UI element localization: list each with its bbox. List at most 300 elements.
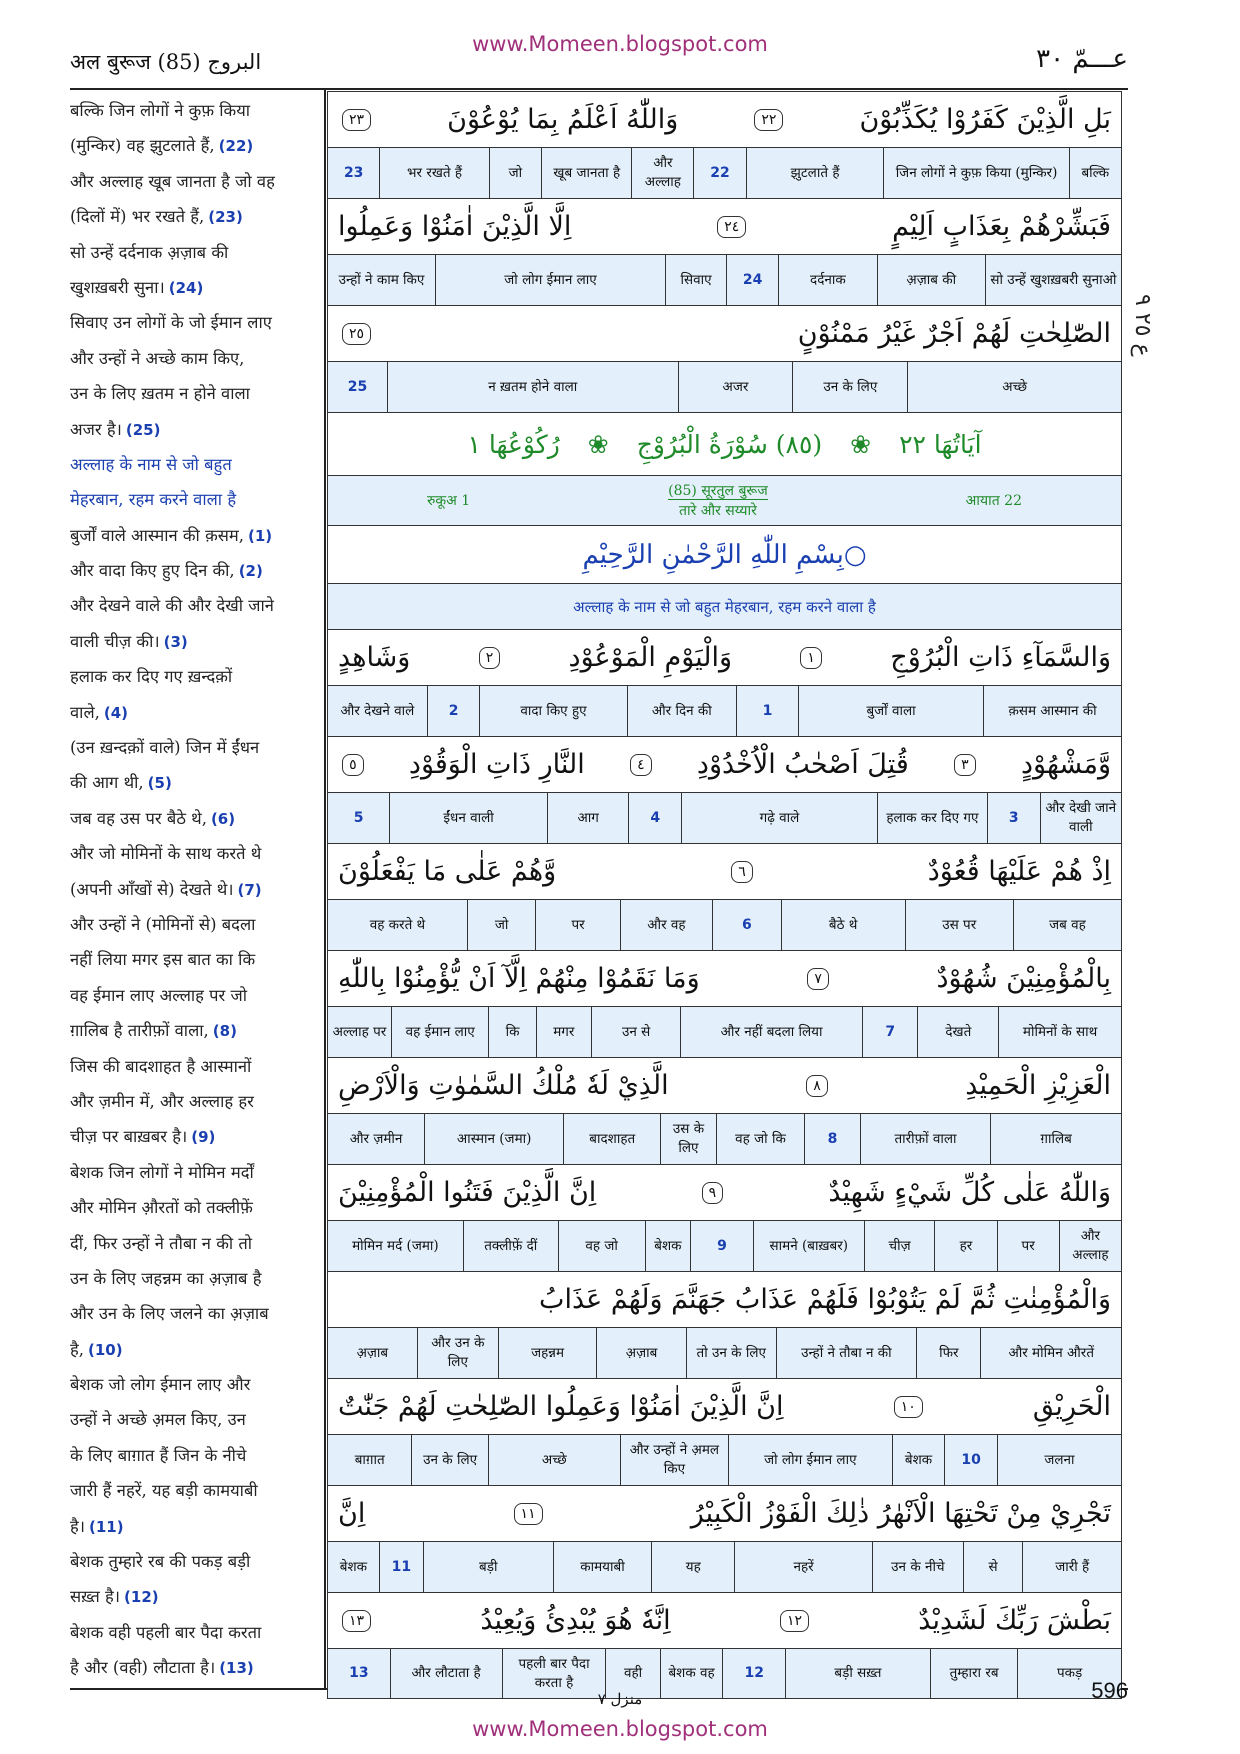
word-meaning-cell: और अल्लाह	[631, 148, 693, 198]
arabic-text: وَمَا نَقَمُوْا مِنْهُمْ اِلَّآ اَنْ يُّؤْمِنُوْا بِاللّٰهِ	[338, 963, 700, 994]
translation-text: सिवाए उन लोगों के जो ईमान लाए	[70, 313, 272, 333]
word-meaning-cell: बेशक वह	[660, 1649, 723, 1698]
header-url[interactable]: www.Momeen.blogspot.com	[472, 32, 768, 56]
surah-title-row	[327, 412, 1122, 475]
word-meaning-cell: बड़ी सख़्त	[785, 1649, 930, 1698]
word-meaning-row	[327, 899, 1122, 950]
verse-number-cell: 7	[862, 1007, 918, 1057]
arabic-verse-row	[327, 198, 1122, 254]
translation-line	[70, 730, 323, 765]
word-meaning-cell: सो उन्हें खुशख़बरी सुनाओ	[985, 255, 1121, 305]
word-meaning-row	[327, 147, 1122, 198]
arabic-text: وَاللّٰهُ عَلٰى كُلِّ شَيْءٍ شَهِيْدٌ	[828, 1177, 1111, 1208]
ayah-marker: ١٠	[894, 1396, 923, 1418]
translation-line	[70, 164, 323, 199]
word-meaning-cell: चीज़	[864, 1221, 934, 1271]
arabic-verse-row	[327, 1164, 1122, 1220]
arabic-text: وَالْمُؤْمِنٰتِ ثُمَّ لَمْ يَتُوْبُوْا فَلَهُمْ عَذَابُ جَهَنَّمَ وَلَهُمْ عَذَابُ	[539, 1284, 1111, 1315]
word-meaning-cell: मोमिनों के साथ	[998, 1007, 1121, 1057]
verse-number: (6)	[210, 809, 236, 828]
word-meaning-cell: तारीफ़ों वाला	[860, 1114, 991, 1164]
translation-text: है और (वही) लौटाता है।	[70, 1658, 216, 1678]
bismillah-translation-row: अल्लाह के नाम से जो बहुत मेहरबान, रहम करने वाला है	[327, 583, 1122, 629]
verse-number: (4)	[103, 703, 129, 722]
word-meaning-cell: उन के लिए	[792, 362, 907, 412]
translation-text: है।	[70, 1516, 86, 1536]
word-meaning-cell: जो लोग ईमान लाए	[435, 255, 665, 305]
translation-text: अजर है।	[70, 419, 122, 439]
ayah-marker: ٢٢	[754, 109, 783, 131]
ayah-marker: ٩	[702, 1182, 724, 1204]
word-meaning-row	[327, 1541, 1122, 1592]
translation-text: और ज़मीन में, और अल्लाह हर	[70, 1091, 254, 1111]
word-meaning-cell: तो उन के लिए	[686, 1328, 776, 1378]
arabic-text: اِذْ هُمْ عَلَيْهَا قُعُوْدٌ	[927, 856, 1111, 887]
translation-line	[70, 624, 323, 659]
word-meaning-cell: मोमिन मर्द (जमा)	[352, 1237, 439, 1254]
arabic-text: وَاللّٰهُ اَعْلَمُ بِمَا يُوْعُوْنَ	[447, 104, 679, 135]
word-meaning-cell: मगर	[536, 1007, 592, 1057]
word-meaning-cell: बैठे थे	[781, 900, 905, 950]
word-meaning-cell: अजर	[678, 362, 793, 412]
word-meaning-cell: हलाक कर दिए गए	[877, 793, 987, 843]
surah-title-text: آيَاتُهَا ٢٢	[899, 429, 982, 459]
word-meaning-row	[327, 685, 1122, 736]
translation-line	[70, 872, 323, 907]
translation-text: मेहरबान, रहम करने वाला है	[70, 490, 237, 510]
translation-text: वह ईमान लाए अल्लाह पर जो	[70, 985, 248, 1005]
translation-text: बल्कि जिन लोगों ने कुफ़ किया	[70, 101, 251, 120]
bismillah-row: بِسْمِ اللّٰهِ الرَّحْمٰنِ الرَّحِيْمِ○	[327, 525, 1122, 583]
translation-text: के लिए बाग़ात हैं जिन के नीचे	[70, 1445, 247, 1465]
arabic-text: اِلَّا الَّذِيْنَ اٰمَنُوْا وَعَمِلُوا	[338, 211, 572, 242]
word-meaning-cell: जो	[489, 148, 541, 198]
translation-line	[70, 1579, 323, 1614]
word-meaning-cell: बेशक	[645, 1221, 691, 1271]
verse-number: (5)	[147, 774, 172, 793]
verse-number: (23)	[208, 208, 243, 227]
translation-line	[70, 1084, 323, 1119]
word-meaning-cell: और वह	[620, 900, 712, 950]
arabic-text: اِنَّ الَّذِيْنَ اٰمَنُوْا وَعَمِلُوا الصّٰلِحٰتِ لَهُمْ جَنّٰتٌ	[338, 1391, 784, 1422]
arabic-verse-row	[327, 843, 1122, 899]
word-meaning-cell: उस के लिए	[660, 1114, 715, 1164]
surah-meaning: तारे और सय्यारे	[679, 502, 757, 519]
arabic-text: الَّذِيْ لَهٗ مُلْكُ السَّمٰوٰتِ وَالْاَرْضِ	[338, 1070, 669, 1101]
word-meaning-cell: और ज़मीन	[349, 1130, 403, 1147]
translation-line	[70, 305, 323, 340]
arabic-verse-row	[327, 1485, 1122, 1541]
word-meaning-cell: वह जो कि	[716, 1114, 805, 1164]
word-meaning-cell: अच्छे	[907, 362, 1121, 412]
translation-line	[70, 765, 323, 800]
word-meaning-cell: अ़ज़ाब की	[877, 255, 985, 305]
word-meaning-cell: बाग़ात	[354, 1451, 385, 1468]
arabic-text: وَشَاهِدٍ	[338, 642, 411, 673]
word-meaning-cell: सामने (बाख़बर)	[753, 1221, 864, 1271]
word-meaning-cell: उन्हों ने तौबा न की	[776, 1328, 917, 1378]
arabic-verse-row	[327, 736, 1122, 792]
translation-line	[70, 235, 323, 270]
translation-text: नहीं लिया मगर इस बात का कि	[70, 950, 256, 970]
verse-number-cell: 22	[693, 148, 745, 198]
arabic-text: فَبَشِّرْهُمْ بِعَذَابٍ اَلِيْمٍ	[892, 211, 1111, 242]
word-meaning-cell: क़सम आस्मान की	[983, 686, 1121, 736]
word-by-word-table	[327, 91, 1122, 1699]
arabic-verse-row	[327, 305, 1122, 361]
verse-number: (8)	[212, 1022, 237, 1041]
arabic-verse-row	[327, 1592, 1122, 1648]
word-meaning-row	[327, 1434, 1122, 1485]
word-meaning-cell: पकड़	[1017, 1649, 1121, 1698]
ayah-marker: ٢٣	[342, 109, 371, 131]
translation-line	[70, 1261, 323, 1296]
translation-line	[70, 341, 323, 376]
word-meaning-row	[327, 792, 1122, 843]
translation-text: है,	[70, 1339, 85, 1359]
translation-line	[70, 1650, 323, 1685]
ayah-marker: ١٣	[342, 1610, 371, 1632]
word-meaning-cell: भर रखते हैं	[379, 148, 488, 198]
arabic-verse-row	[327, 629, 1122, 685]
verse-number-cell: 1	[736, 686, 798, 736]
arabic-text: وَّهُمْ عَلٰى مَا يَفْعَلُوْنَ	[338, 856, 557, 887]
word-meaning-cell: उस पर	[905, 900, 1013, 950]
verse-number: (12)	[124, 1588, 159, 1607]
ayah-marker: ٥	[342, 754, 364, 776]
arabic-text: قُتِلَ اَصْحٰبُ الْاُخْدُوْدِ	[696, 749, 909, 780]
translation-line	[70, 199, 323, 234]
word-meaning-cell: वही	[605, 1649, 659, 1698]
translation-line	[70, 1544, 323, 1579]
verse-number-cell: 3	[987, 793, 1040, 843]
ayah-marker: ٤	[630, 754, 652, 776]
ayah-marker: ٧	[807, 968, 829, 990]
verse-number-cell: 23	[343, 164, 364, 181]
translation-text: जिस की बादशाहत है आस्मानों	[70, 1056, 252, 1076]
word-meaning-cell: तुम्हारा रब	[930, 1649, 1017, 1698]
translation-text: बेशक वही पहली बार पैदा करता	[70, 1622, 262, 1642]
translation-line	[70, 836, 323, 871]
translation-line	[70, 128, 323, 163]
word-meaning-cell: पहली बार पैदा करता है	[502, 1649, 606, 1698]
word-meaning-cell: वह करते थे	[369, 916, 426, 933]
arabic-text: اِنَّ الَّذِيْنَ فَتَنُوا الْمُؤْمِنِيْنَ	[338, 1177, 597, 1208]
translation-line	[70, 93, 323, 128]
verse-number-cell: 9	[690, 1221, 752, 1271]
arabic-text: الصّٰلِحٰتِ لَهُمْ اَجْرٌ غَيْرُ مَمْنُوْنٍ	[797, 318, 1111, 349]
word-meaning-cell: वह जो	[558, 1221, 645, 1271]
verse-number-cell: 24	[726, 255, 778, 305]
ayah-marker: ٢٥	[342, 323, 371, 345]
word-meaning-cell: तक्लीफ़ें दीं	[463, 1221, 558, 1271]
translation-text: बेशक तुम्हारे रब की पकड़ बड़ी	[70, 1552, 251, 1572]
translation-text: (उन ख़न्दक़ों वाले) जिन में ईंधन	[70, 738, 260, 758]
translation-line	[70, 447, 323, 482]
flower-icon: ❀	[587, 429, 609, 459]
arabic-text: بَطْشَ رَبِّكَ لَشَدِيْدٌ	[918, 1605, 1111, 1636]
translation-text: उन्हों ने अच्छे अ़मल किए, उन	[70, 1410, 246, 1430]
verse-number-cell: 11	[379, 1542, 423, 1592]
translation-line	[70, 412, 323, 447]
translation-line	[70, 482, 323, 517]
word-meaning-cell: गढ़े वाले	[681, 793, 877, 843]
translation-text: और उन के लिए जलने का अ़ज़ाब	[70, 1304, 269, 1324]
word-meaning-cell: देखते	[917, 1007, 998, 1057]
verse-number-cell: 8	[804, 1114, 859, 1164]
footer-manzil: منزل ٧	[597, 1690, 643, 1708]
word-meaning-cell: सिवाए	[665, 255, 726, 305]
translation-line	[70, 1615, 323, 1650]
word-meaning-cell: और अल्लाह	[1059, 1221, 1121, 1271]
word-meaning-cell: और देखी जाने वाली	[1040, 793, 1121, 843]
translation-text: बेशक जिन लोगों ने मोमिन मर्दों	[70, 1162, 254, 1182]
translation-line	[70, 1296, 323, 1331]
translation-line	[70, 553, 323, 588]
translation-line	[70, 659, 323, 694]
word-meaning-cell: जो लोग ईमान लाए	[728, 1435, 892, 1485]
verse-number-cell: 13	[349, 1665, 369, 1681]
word-meaning-cell: खूब जानता है	[541, 148, 631, 198]
word-meaning-row	[327, 1220, 1122, 1271]
translation-line	[70, 1367, 323, 1402]
arabic-text: وَالسَّمَآءِ ذَاتِ الْبُرُوْجِ	[890, 642, 1111, 673]
word-meaning-cell: वह ईमान लाए	[391, 1007, 489, 1057]
verse-number-cell: 10	[944, 1435, 997, 1485]
word-meaning-cell: अच्छे	[488, 1435, 620, 1485]
word-meaning-cell: उन से	[591, 1007, 680, 1057]
translation-text: बेशक जो लोग ईमान लाए और	[70, 1375, 251, 1395]
translation-text: (दिलों में) भर रखते हैं,	[70, 207, 205, 227]
translation-line	[70, 1190, 323, 1225]
arabic-text: بِالْمُؤْمِنِيْنَ شُهُوْدٌ	[936, 963, 1111, 994]
translation-text: सख़्त है।	[70, 1587, 121, 1607]
verse-number: (13)	[219, 1659, 254, 1678]
word-meaning-cell: कि	[488, 1007, 535, 1057]
surah-name: (85) सूरतुल बुरूज	[668, 482, 768, 499]
word-meaning-cell: फिर	[916, 1328, 980, 1378]
verse-number-cell: 4	[628, 793, 681, 843]
ayah-marker: ٣	[954, 754, 976, 776]
translation-line	[70, 801, 323, 836]
word-meaning-cell: हर	[934, 1221, 996, 1271]
arabic-verse-row	[327, 1378, 1122, 1434]
translation-line	[70, 1438, 323, 1473]
verse-number-cell: 2	[427, 686, 479, 736]
word-meaning-cell: बड़ी	[423, 1542, 553, 1592]
word-meaning-cell: जो	[467, 900, 536, 950]
ayah-marker: ٦	[731, 861, 753, 883]
word-meaning-cell: और नहीं बदला लिया	[680, 1007, 862, 1057]
translation-text: बुर्जों वाले आस्मान की क़सम,	[70, 525, 245, 545]
translation-text: वाले,	[70, 702, 100, 722]
arabic-text: اِنَّ	[338, 1498, 366, 1529]
word-meaning-cell: अ़ज़ाब	[356, 1344, 389, 1361]
word-meaning-cell: उन्हों ने काम किए	[338, 271, 425, 288]
word-meaning-cell: और देखने वाले	[340, 702, 415, 719]
word-meaning-cell: बल्कि	[1069, 148, 1121, 198]
translation-text: और वादा किए हुए दिन की,	[70, 561, 235, 581]
verse-number-cell: 6	[712, 900, 781, 950]
word-meaning-cell: अल्लाह पर	[332, 1023, 387, 1040]
translation-line	[70, 1509, 323, 1544]
verse-number: (9)	[191, 1128, 216, 1147]
translation-line	[70, 1473, 323, 1508]
surah-title-text: رُكُوْعُهَا ١	[467, 429, 560, 459]
surah-title-text: (٨٥) سُوْرَةُ الْبُرُوْجِ	[636, 429, 823, 459]
word-meaning-cell: यह	[651, 1542, 734, 1592]
translation-line	[70, 270, 323, 305]
word-meaning-cell: दर्दनाक	[778, 255, 877, 305]
ayah-marker: ١٢	[780, 1610, 809, 1632]
translation-text: और मोमिन औ़रतों को तक्लीफ़ें	[70, 1198, 253, 1218]
ruku-marker: ع ٢٥ ٩	[1130, 294, 1155, 357]
word-meaning-cell: पर	[997, 1221, 1059, 1271]
word-meaning-row	[327, 254, 1122, 305]
word-meaning-row	[327, 361, 1122, 412]
translation-text: और जो मोमिनों के साथ करते थे	[70, 844, 262, 864]
footer-url[interactable]: www.Momeen.blogspot.com	[472, 1717, 768, 1741]
verse-number: (2)	[238, 562, 263, 581]
word-meaning-cell: पर	[535, 900, 619, 950]
ayah-marker: ٢٤	[717, 216, 746, 238]
arabic-text: اِنَّهٗ هُوَ يُبْدِئُ وَيُعِيْدُ	[480, 1605, 671, 1636]
surah-info-row	[327, 475, 1122, 525]
word-meaning-cell: उन के लिए	[411, 1435, 487, 1485]
header-juz: عـــمّ ٣٠	[1036, 44, 1128, 74]
word-meaning-row	[327, 1327, 1122, 1378]
translation-line	[70, 978, 323, 1013]
translation-line	[70, 1402, 323, 1437]
word-meaning-cell: और दिन की	[627, 686, 736, 736]
word-meaning-cell: नहरें	[734, 1542, 872, 1592]
word-meaning-cell: अ़ज़ाब	[596, 1328, 686, 1378]
word-meaning-cell: झुटलाते हैं	[746, 148, 884, 198]
translation-column	[70, 93, 323, 1687]
translation-text: जारी हैं नहरें, यह बड़ी कामयाबी	[70, 1481, 258, 1501]
word-meaning-cell: न ख़तम होने वाला	[387, 362, 678, 412]
word-meaning-cell: बादशाहत	[563, 1114, 660, 1164]
word-meaning-cell: ईंधन वाली	[389, 793, 547, 843]
translation-line	[70, 376, 323, 411]
arabic-verse-row	[327, 91, 1122, 147]
arabic-verse-row	[327, 1057, 1122, 1113]
arabic-verse-row	[327, 1271, 1122, 1327]
word-meaning-cell: आस्मान (जमा)	[424, 1114, 563, 1164]
verse-number-cell: 5	[353, 809, 364, 826]
word-meaning-cell: जब वह	[1013, 900, 1121, 950]
arabic-text: بَلِ الَّذِيْنَ كَفَرُوْا يُكَذِّبُوْنَ	[859, 104, 1111, 135]
verse-number: (11)	[89, 1517, 124, 1536]
verse-number: (22)	[218, 137, 254, 156]
translation-text: सो उन्हें दर्दनाक अ़ज़ाब की	[70, 242, 229, 262]
translation-text: और अल्लाह खूब जानता है जो वह	[70, 171, 275, 191]
verse-number: (25)	[125, 420, 161, 439]
word-meaning-cell: जहन्नम	[498, 1328, 596, 1378]
translation-text: और उन्हों ने (मोमिनों से) बदला	[70, 914, 256, 934]
translation-text: उन के लिए जहन्नम का अ़ज़ाब है	[70, 1268, 262, 1288]
word-meaning-cell: से	[963, 1542, 1023, 1592]
arabic-verse-row	[327, 950, 1122, 1006]
translation-line	[70, 588, 323, 623]
word-meaning-cell: जिन लोगों ने कुफ़ किया (मुन्किर)	[883, 148, 1068, 198]
translation-line	[70, 1119, 323, 1154]
translation-line	[70, 695, 323, 730]
surah-name-hindi	[668, 481, 768, 521]
translation-text: खुशख़बरी सुना।	[70, 277, 165, 297]
translation-text: वाली चीज़ की।	[70, 631, 160, 651]
translation-line	[70, 518, 323, 553]
column-divider	[324, 88, 326, 1690]
word-meaning-cell: कामयाबी	[553, 1542, 652, 1592]
word-meaning-cell: और उन के लिए	[417, 1328, 498, 1378]
verse-number: (1)	[248, 526, 273, 545]
arabic-text: النَّارِ ذَاتِ الْوَقُوْدِ	[408, 749, 585, 780]
header-surah-name: अल बुरूज (85) البروج	[70, 50, 262, 74]
word-meaning-cell: और मोमिन औरतें	[980, 1328, 1121, 1378]
arabic-text: وَّمَشْهُوْدٍ	[1020, 749, 1111, 780]
translation-line	[70, 1332, 323, 1367]
translation-text: की आग थी,	[70, 773, 144, 793]
word-meaning-row	[327, 1006, 1122, 1057]
ayah-marker: ١	[800, 647, 822, 669]
word-meaning-cell: और लौटाता है	[390, 1649, 502, 1698]
translation-text: (मुन्किर) वह झुटलाते हैं,	[70, 136, 215, 156]
ruku-count: रुकूअ 1	[426, 493, 471, 509]
translation-line	[70, 1226, 323, 1261]
word-meaning-row	[327, 1113, 1122, 1164]
translation-text: (अपनी आँखों से) देखते थे।	[70, 879, 234, 899]
word-meaning-cell: बेशक	[339, 1558, 368, 1575]
translation-text: चीज़ पर बाख़बर है।	[70, 1127, 188, 1147]
translation-text: ग़ालिब है तारीफ़ों वाला,	[70, 1021, 209, 1041]
word-meaning-cell: उन के नीचे	[872, 1542, 963, 1592]
ayat-count: आयात 22	[965, 493, 1022, 509]
word-meaning-cell: और उन्हों ने अ़मल किए	[620, 1435, 728, 1485]
verse-number: (3)	[163, 632, 188, 651]
arabic-text: تَجْرِيْ مِنْ تَحْتِهَا الْاَنْهٰرُ ذٰلِكَ الْفَوْزُ الْكَبِيْرُ	[690, 1498, 1111, 1529]
ayah-marker: ٢	[479, 647, 501, 669]
word-meaning-cell: वादा किए हुए	[479, 686, 626, 736]
ayah-marker: ٨	[806, 1075, 828, 1097]
verse-number-cell: 12	[722, 1649, 785, 1698]
word-meaning-cell: जलना	[997, 1435, 1121, 1485]
word-meaning-cell: आग	[547, 793, 628, 843]
translation-text: और उन्हों ने अच्छे काम किए,	[70, 348, 245, 368]
arabic-text: الْعَزِيْزِ الْحَمِيْدِ	[965, 1070, 1111, 1101]
verse-number: (24)	[168, 278, 204, 297]
header-rule	[70, 88, 1128, 90]
arabic-text: وَالْيَوْمِ الْمَوْعُوْدِ	[568, 642, 733, 673]
verse-number-cell: 25	[347, 378, 368, 395]
verse-number: (7)	[237, 880, 262, 899]
translation-text: दीं, फिर उन्हों ने तौबा न की तो	[70, 1233, 253, 1253]
arabic-text: الْحَرِيْقِ	[1032, 1391, 1111, 1422]
verse-number: (10)	[88, 1340, 123, 1359]
translation-text: हलाक कर दिए गए ख़न्दक़ों	[70, 667, 233, 687]
translation-line	[70, 1155, 323, 1190]
page-number: 596	[1091, 1678, 1128, 1703]
flower-icon: ❀	[850, 429, 872, 459]
translation-text: उन के लिए ख़तम न होने वाला	[70, 384, 250, 404]
word-meaning-cell: बुर्जों वाला	[798, 686, 983, 736]
translation-text: जब वह उस पर बैठे थे,	[70, 808, 207, 828]
word-meaning-cell: ग़ालिब	[990, 1114, 1121, 1164]
word-meaning-cell: जारी हैं	[1022, 1542, 1121, 1592]
translation-text: अल्लाह के नाम से जो बहुत	[70, 454, 232, 474]
ayah-marker: ١١	[514, 1503, 543, 1525]
translation-line	[70, 907, 323, 942]
